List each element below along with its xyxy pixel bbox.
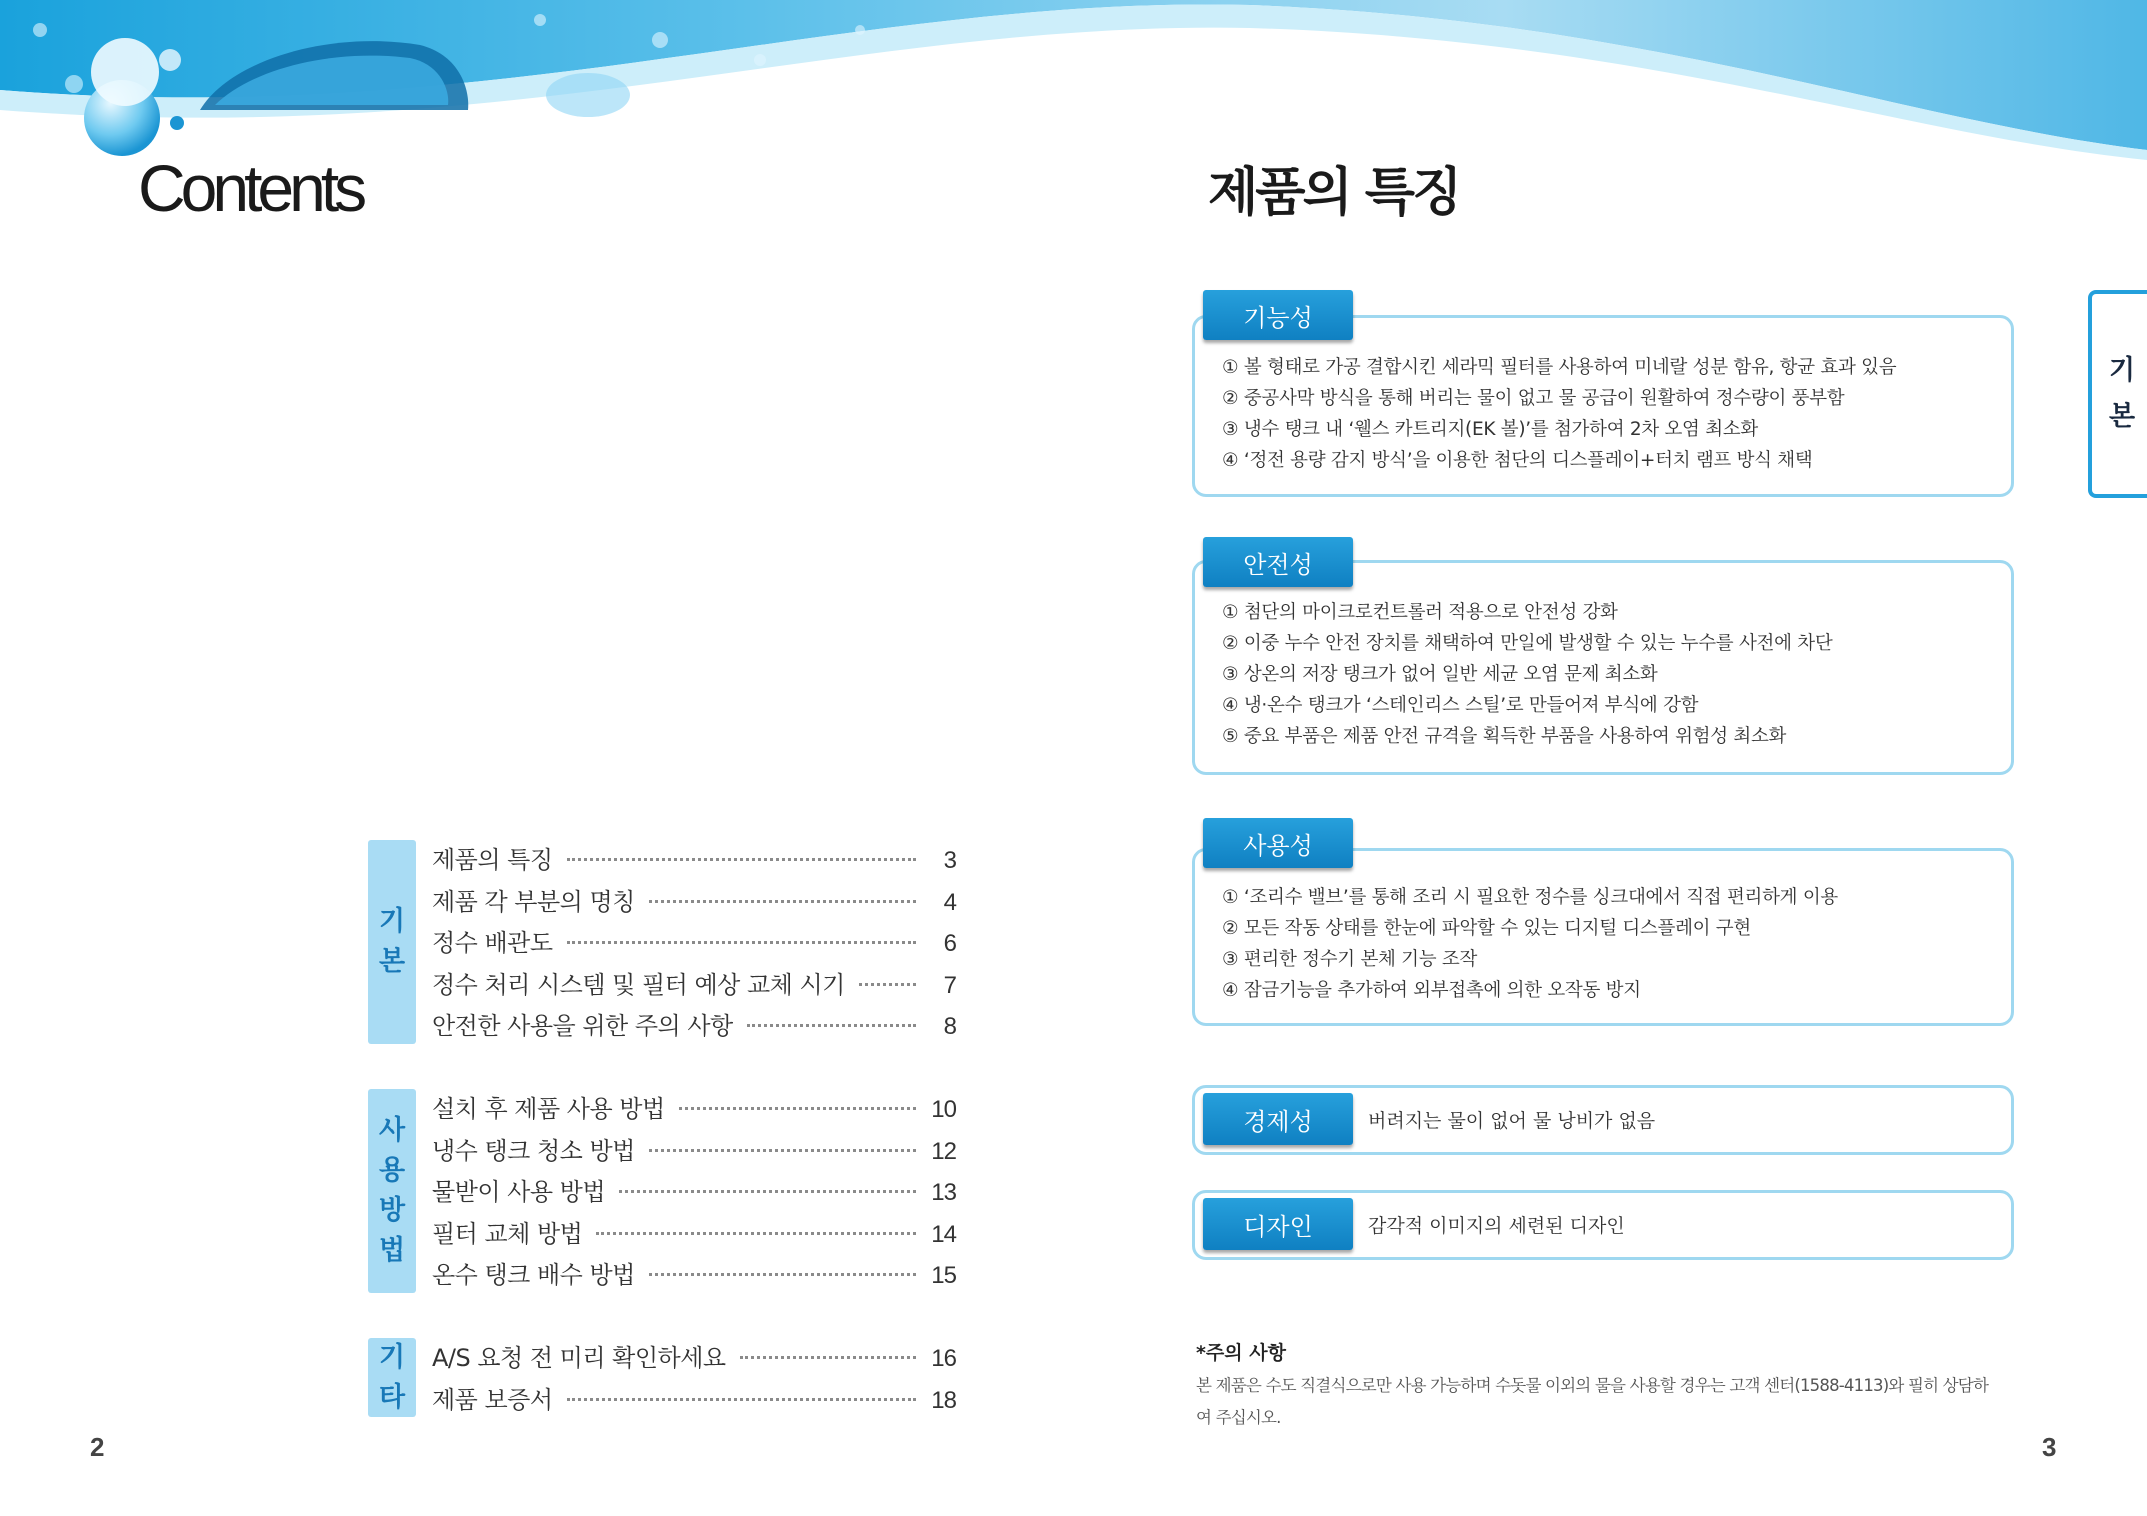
toc-entry-title: 제품 각 부분의 명칭	[432, 887, 635, 916]
toc-entry-page: 12	[931, 1137, 956, 1165]
toc-section-char: 방	[378, 1195, 406, 1226]
toc-entry-title: 정수 배관도	[432, 929, 553, 958]
toc-section-tag	[368, 1338, 416, 1417]
dot-leader	[567, 941, 916, 944]
toc-entry-page: 10	[931, 1096, 956, 1123]
caution-text: 본 제품은 수도 직결식으로만 사용 가능하며 수돗물 이외의 물을 사용할 경우는 고객 센터(1588-4113)와 필히 상담하여 주십시오.	[1196, 1376, 1989, 1427]
toc-entry[interactable]	[432, 1131, 956, 1171]
toc-entry-title: 냉수 탱크 청소 방법	[432, 1136, 635, 1165]
list-item: ④ 냉·온수 탱크가 ‘스테인리스 스틸’로 만들어져 부식에 강함	[1222, 695, 1699, 716]
list-item: ① 볼 형태로 가공 결합시킨 세라믹 필터를 사용하여 미네랄 성분 함유, 항균 효과 있음	[1222, 357, 1897, 378]
side-tab-char: 본	[2108, 401, 2136, 432]
dot-leader	[619, 1190, 916, 1193]
toc-entry[interactable]	[432, 1172, 956, 1212]
toc-entry[interactable]	[432, 965, 956, 1005]
feature-description-design: 감각적 이미지의 세련된 디자인	[1368, 1215, 1625, 1237]
toc-entry-page: 3	[943, 847, 956, 874]
toc-section-char: 용	[378, 1155, 406, 1186]
toc-section-tag	[368, 840, 416, 1044]
list-item: ① ‘조리수 밸브’를 통해 조리 시 필요한 정수를 싱크대에서 직접 편리하게 이용	[1222, 887, 1838, 908]
toc-section-char: 법	[378, 1235, 406, 1266]
dot-leader	[747, 1024, 916, 1027]
dot-leader	[649, 1273, 916, 1276]
toc-entry-page: 13	[931, 1179, 956, 1207]
dot-leader	[649, 900, 916, 903]
feature-label-design: 디자인	[1203, 1198, 1353, 1250]
toc-entry-page: 18	[931, 1386, 956, 1414]
toc-entry-title: A/S 요청 전 미리 확인하세요	[432, 1344, 726, 1372]
dot-leader	[567, 1398, 916, 1401]
contents-title: Contents	[138, 151, 363, 225]
list-item: ④ 잠금기능을 추가하여 외부접촉에 의한 오작동 방지	[1222, 980, 1641, 1001]
toc-entry-page: 7	[943, 971, 956, 999]
list-item: ② 중공사막 방식을 통해 버리는 물이 없고 물 공급이 원활하여 정수량이 풍부함	[1222, 388, 1845, 409]
feature-label-usability: 사용성	[1203, 818, 1353, 868]
toc-entry-title: 물받이 사용 방법	[432, 1178, 606, 1207]
feature-label-function: 기능성	[1203, 290, 1353, 340]
toc-entry-title: 제품의 특징	[432, 846, 553, 874]
toc-entry[interactable]	[432, 840, 956, 880]
dot-leader	[740, 1356, 916, 1359]
toc-section-tag	[368, 1089, 416, 1293]
side-tab-char: 기	[2108, 355, 2136, 386]
feature-label-safety: 안전성	[1203, 537, 1353, 587]
toc-entry-title: 제품 보증서	[432, 1385, 553, 1414]
list-item: ③ 냉수 탱크 내 ‘웰스 카트리지(EK 볼)’를 첨가하여 2차 오염 최소화	[1222, 419, 1758, 440]
toc-entry[interactable]	[432, 1214, 956, 1254]
feature-list-safety	[1222, 597, 1832, 752]
toc-entry[interactable]	[432, 1006, 956, 1046]
toc-entry[interactable]	[432, 1089, 956, 1129]
feature-label-economy: 경제성	[1203, 1093, 1353, 1145]
dot-leader	[567, 858, 916, 861]
toc-entry-title: 설치 후 제품 사용 방법	[432, 1095, 665, 1123]
toc-entry-title: 정수 처리 시스템 및 필터 예상 교체 시기	[432, 970, 845, 999]
feature-list-usability	[1222, 882, 1838, 1006]
side-section-tab[interactable]	[2088, 290, 2147, 498]
dot-leader	[596, 1232, 916, 1235]
toc-entry-page: 8	[943, 1013, 956, 1041]
toc-entry[interactable]	[432, 923, 956, 963]
right-page-number: 3	[2042, 1432, 2057, 1462]
toc-section-char: 기	[378, 1341, 406, 1373]
feature-list-function	[1222, 352, 1896, 476]
dot-leader	[859, 983, 916, 986]
list-item: ③ 상온의 저장 탱크가 없어 일반 세균 오염 문제 최소화	[1222, 664, 1658, 685]
list-item: ④ ‘정전 용량 감지 방식’을 이용한 첨단의 디스플레이+터치 램프 방식 채택	[1222, 450, 1813, 471]
toc-entry-title: 안전한 사용을 위한 주의 사항	[432, 1012, 733, 1041]
toc-section-char: 본	[378, 946, 406, 977]
list-item: ② 이중 누수 안전 장치를 채택하여 만일에 발생할 수 있는 누수를 사전에 차단	[1222, 633, 1833, 654]
toc-entry[interactable]	[432, 882, 956, 922]
feature-description-economy: 버려지는 물이 없어 물 낭비가 없음	[1368, 1110, 1656, 1132]
dot-leader	[679, 1107, 916, 1110]
toc-section-char: 타	[378, 1381, 406, 1413]
list-item: ① 첨단의 마이크로컨트롤러 적용으로 안전성 강화	[1222, 602, 1618, 623]
list-item: ⑤ 중요 부품은 제품 안전 규격을 획득한 부품을 사용하여 위험성 최소화	[1222, 726, 1787, 747]
toc-entry[interactable]	[432, 1380, 956, 1420]
toc-entry-title: 필터 교체 방법	[432, 1219, 583, 1248]
toc-entry-page: 4	[943, 888, 956, 916]
left-page-number: 2	[90, 1432, 105, 1462]
toc-entry-page: 16	[931, 1345, 956, 1372]
toc-entry-title: 온수 탱크 배수 방법	[432, 1261, 635, 1290]
toc-entry[interactable]	[432, 1338, 956, 1378]
dot-leader	[649, 1149, 916, 1152]
page-title: 제품의 특징	[1208, 163, 1460, 223]
list-item: ③ 편리한 정수기 본체 기능 조작	[1222, 949, 1478, 970]
toc-entry-page: 15	[931, 1262, 956, 1290]
caution-heading: *주의 사항	[1196, 1342, 1286, 1364]
list-item: ② 모든 작동 상태를 한눈에 파악할 수 있는 디지털 디스플레이 구현	[1222, 918, 1751, 939]
toc-section-char: 기	[378, 906, 406, 937]
toc-entry-page: 14	[931, 1220, 956, 1248]
toc-entry-page: 6	[943, 930, 956, 958]
toc-entry[interactable]	[432, 1255, 956, 1295]
toc-section-char: 사	[378, 1115, 406, 1146]
